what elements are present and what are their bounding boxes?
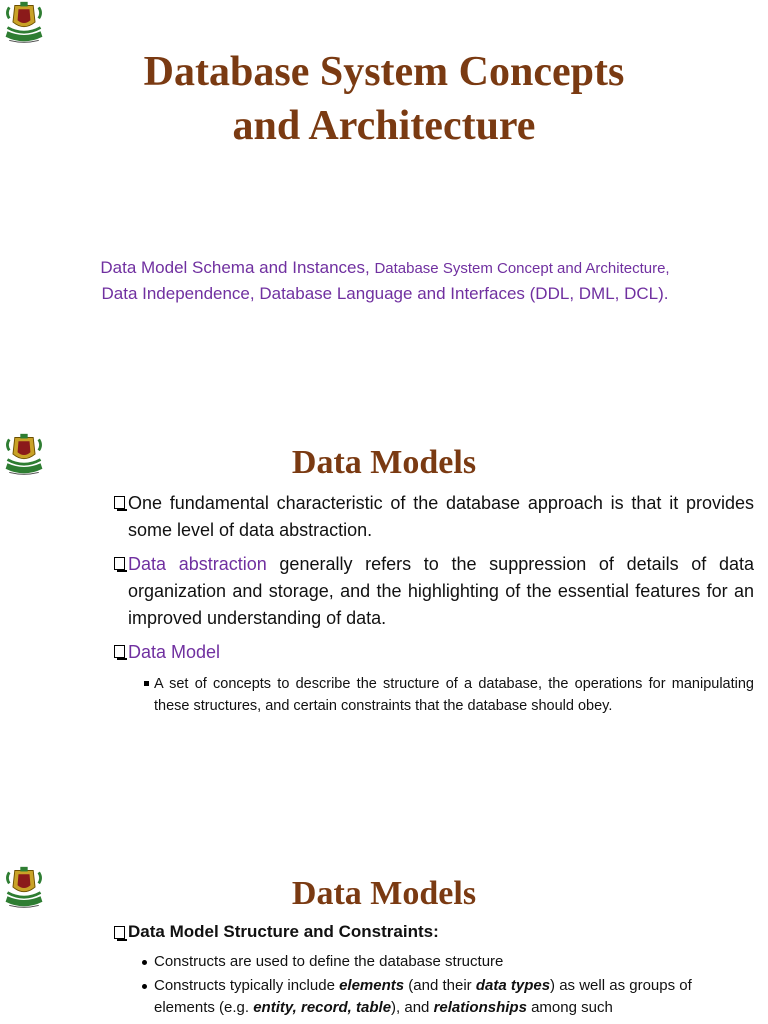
subtitle-part-1: Data Model Schema and Instances, <box>100 258 375 277</box>
emphasis-text: data types <box>475 977 551 994</box>
sub-bullet-text: ) as well as groups of elements (e.g. <box>154 977 692 1016</box>
bullet-item <box>112 639 754 666</box>
checkbox-bullet-icon <box>114 496 125 509</box>
page-title <box>0 45 768 153</box>
sub-bullet-text: among such <box>526 999 613 1016</box>
sub-bullet-text: A set of concepts to describe the structure of a database, the operations for manipulating these structures, and certain constraints that the database should obey. <box>154 676 754 714</box>
subtitle-part-2: Database System Concept and Architecture, <box>374 260 670 277</box>
sub-bullet-item <box>112 673 754 717</box>
dot-bullet-icon <box>142 984 147 989</box>
slide-title: Data Models <box>291 875 477 912</box>
dot-bullet-icon <box>142 960 147 965</box>
bullet-item <box>112 551 754 632</box>
emphasis-text: relationships <box>433 999 527 1016</box>
sub-bullet-text: (and their <box>404 977 476 994</box>
subtitle-part-3: Data Independence, Database Language and Interfaces (DDL, DML, DCL). <box>101 284 669 303</box>
sub-bullet-text: Constructs are used to define the database structure <box>154 953 504 970</box>
sub-bullet-item <box>112 975 754 1019</box>
bullet-text: Data Model Structure and Constraints: <box>128 922 439 941</box>
bullet-text: One fundamental characteristic of the database approach is that it provides some level of data abstraction. <box>128 493 754 540</box>
slide-content <box>112 920 754 1019</box>
title-line-2: and Architecture <box>232 103 536 149</box>
sub-bullet-item <box>112 951 754 973</box>
college-emblem-icon <box>0 0 48 46</box>
square-bullet-icon <box>144 681 149 686</box>
slide-title: Data Models <box>291 444 477 481</box>
slide-content <box>112 490 754 717</box>
bullet-item <box>112 920 754 944</box>
slide-subtitle <box>90 255 680 306</box>
checkbox-bullet-icon <box>114 645 125 658</box>
slide-data-models-2 <box>0 840 768 1024</box>
bullet-text: generally refers to the suppression of details of data organization and storage, and the highlighting of the essential features for an improved understanding of data. <box>128 554 754 628</box>
checkbox-bullet-icon <box>114 926 125 939</box>
emphasis-text: entity, record, table <box>253 999 392 1016</box>
checkbox-bullet-icon <box>114 557 125 570</box>
term-highlight: Data abstraction <box>128 554 267 574</box>
sub-bullet-text: Constructs typically include <box>154 977 340 994</box>
title-line-1: Database System Concepts <box>143 49 625 95</box>
bullet-item <box>112 490 754 544</box>
emphasis-text: elements <box>339 977 405 994</box>
sub-bullet-text: ), and <box>391 999 434 1016</box>
slide-title <box>0 0 768 400</box>
slide-data-models <box>0 420 768 820</box>
term-highlight: Data Model <box>128 642 221 662</box>
